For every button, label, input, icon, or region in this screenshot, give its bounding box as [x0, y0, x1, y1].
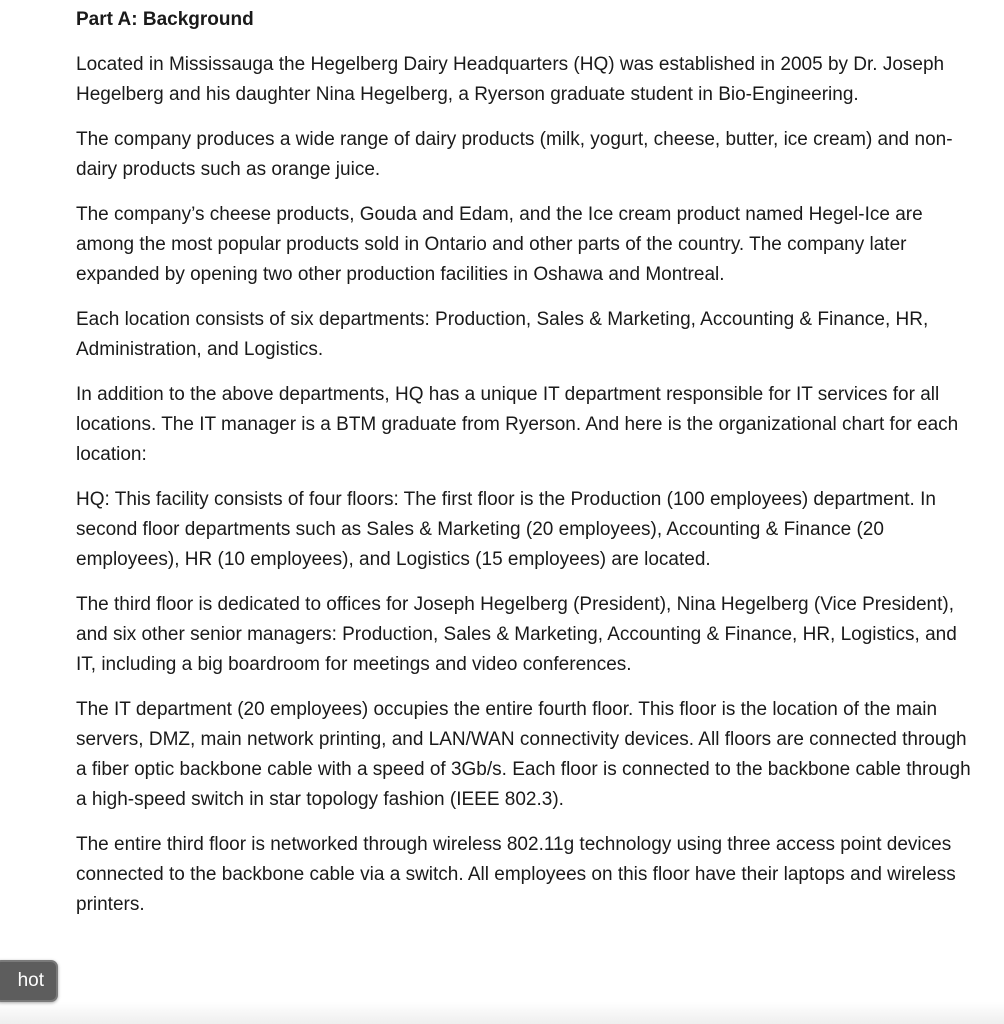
paragraph-popular-products: The company’s cheese products, Gouda and Edam, and the Ice cream product named Hegel-Ice are among the most popular products sold in Ontario and other parts of the country. The company later expanded by opening two other production facilities in Oshawa and Montreal.: [76, 204, 923, 285]
paragraph-it-department: In addition to the above departments, HQ has a unique IT department responsible for IT services for all locations. The IT manager is a BTM graduate from Ryerson. And here is the organizational chart for each location:: [76, 384, 959, 465]
paragraph-location: Located in Mississauga the Hegelberg Dairy Headquarters (HQ) was established in 2005 by Dr. Joseph Hegelberg and his daughter Nina Hegelberg, a Ryerson graduate student in Bio-Engineering.: [76, 54, 945, 105]
paragraph-departments: Each location consists of six departments: Production, Sales & Marketing, Accounting & Finance, HR, Administration, and Logistics.: [76, 309, 929, 360]
paragraph-fourth-floor: The IT department (20 employees) occupies the entire fourth floor. This floor is the location of the main servers, DMZ, main network printing, and LAN/WAN connectivity devices. All floors are connected through a fiber optic backbone cable with a speed of 3Gb/s. Each floor is connected to the backbone cable through a high-speed switch in star topology fashion (IEEE 802.3).: [76, 699, 971, 810]
bottom-fade: [0, 1002, 1004, 1024]
paragraph-products: The company produces a wide range of dairy products (milk, yogurt, cheese, butter, ice cream) and non-dairy products such as orange juice.: [76, 129, 953, 180]
paragraph-wireless: The entire third floor is networked through wireless 802.11g technology using three access point devices connected to the backbone cable via a switch. All employees on this floor have their laptops and wireless printers.: [76, 834, 956, 915]
screenshot-button[interactable]: hot: [0, 960, 58, 1002]
paragraph-third-floor: The third floor is dedicated to offices for Joseph Hegelberg (President), Nina Hegelberg (Vice President), and six other senior managers: Production, Sales & Marketing, Accounting & Finance, HR, Logistics, and IT, including a big boardroom for meetings and video conferences.: [76, 594, 957, 675]
paragraph-hq-floors: HQ: This facility consists of four floors: The first floor is the Production (100 employees) department. In second floor departments such as Sales & Marketing (20 employees), Accounting & Finance (20 employees), HR (10 employees), and Logistics (15 employees) are located.: [76, 489, 936, 570]
document-body: [76, 6, 976, 935]
section-heading: Part A: Background: [76, 9, 254, 30]
